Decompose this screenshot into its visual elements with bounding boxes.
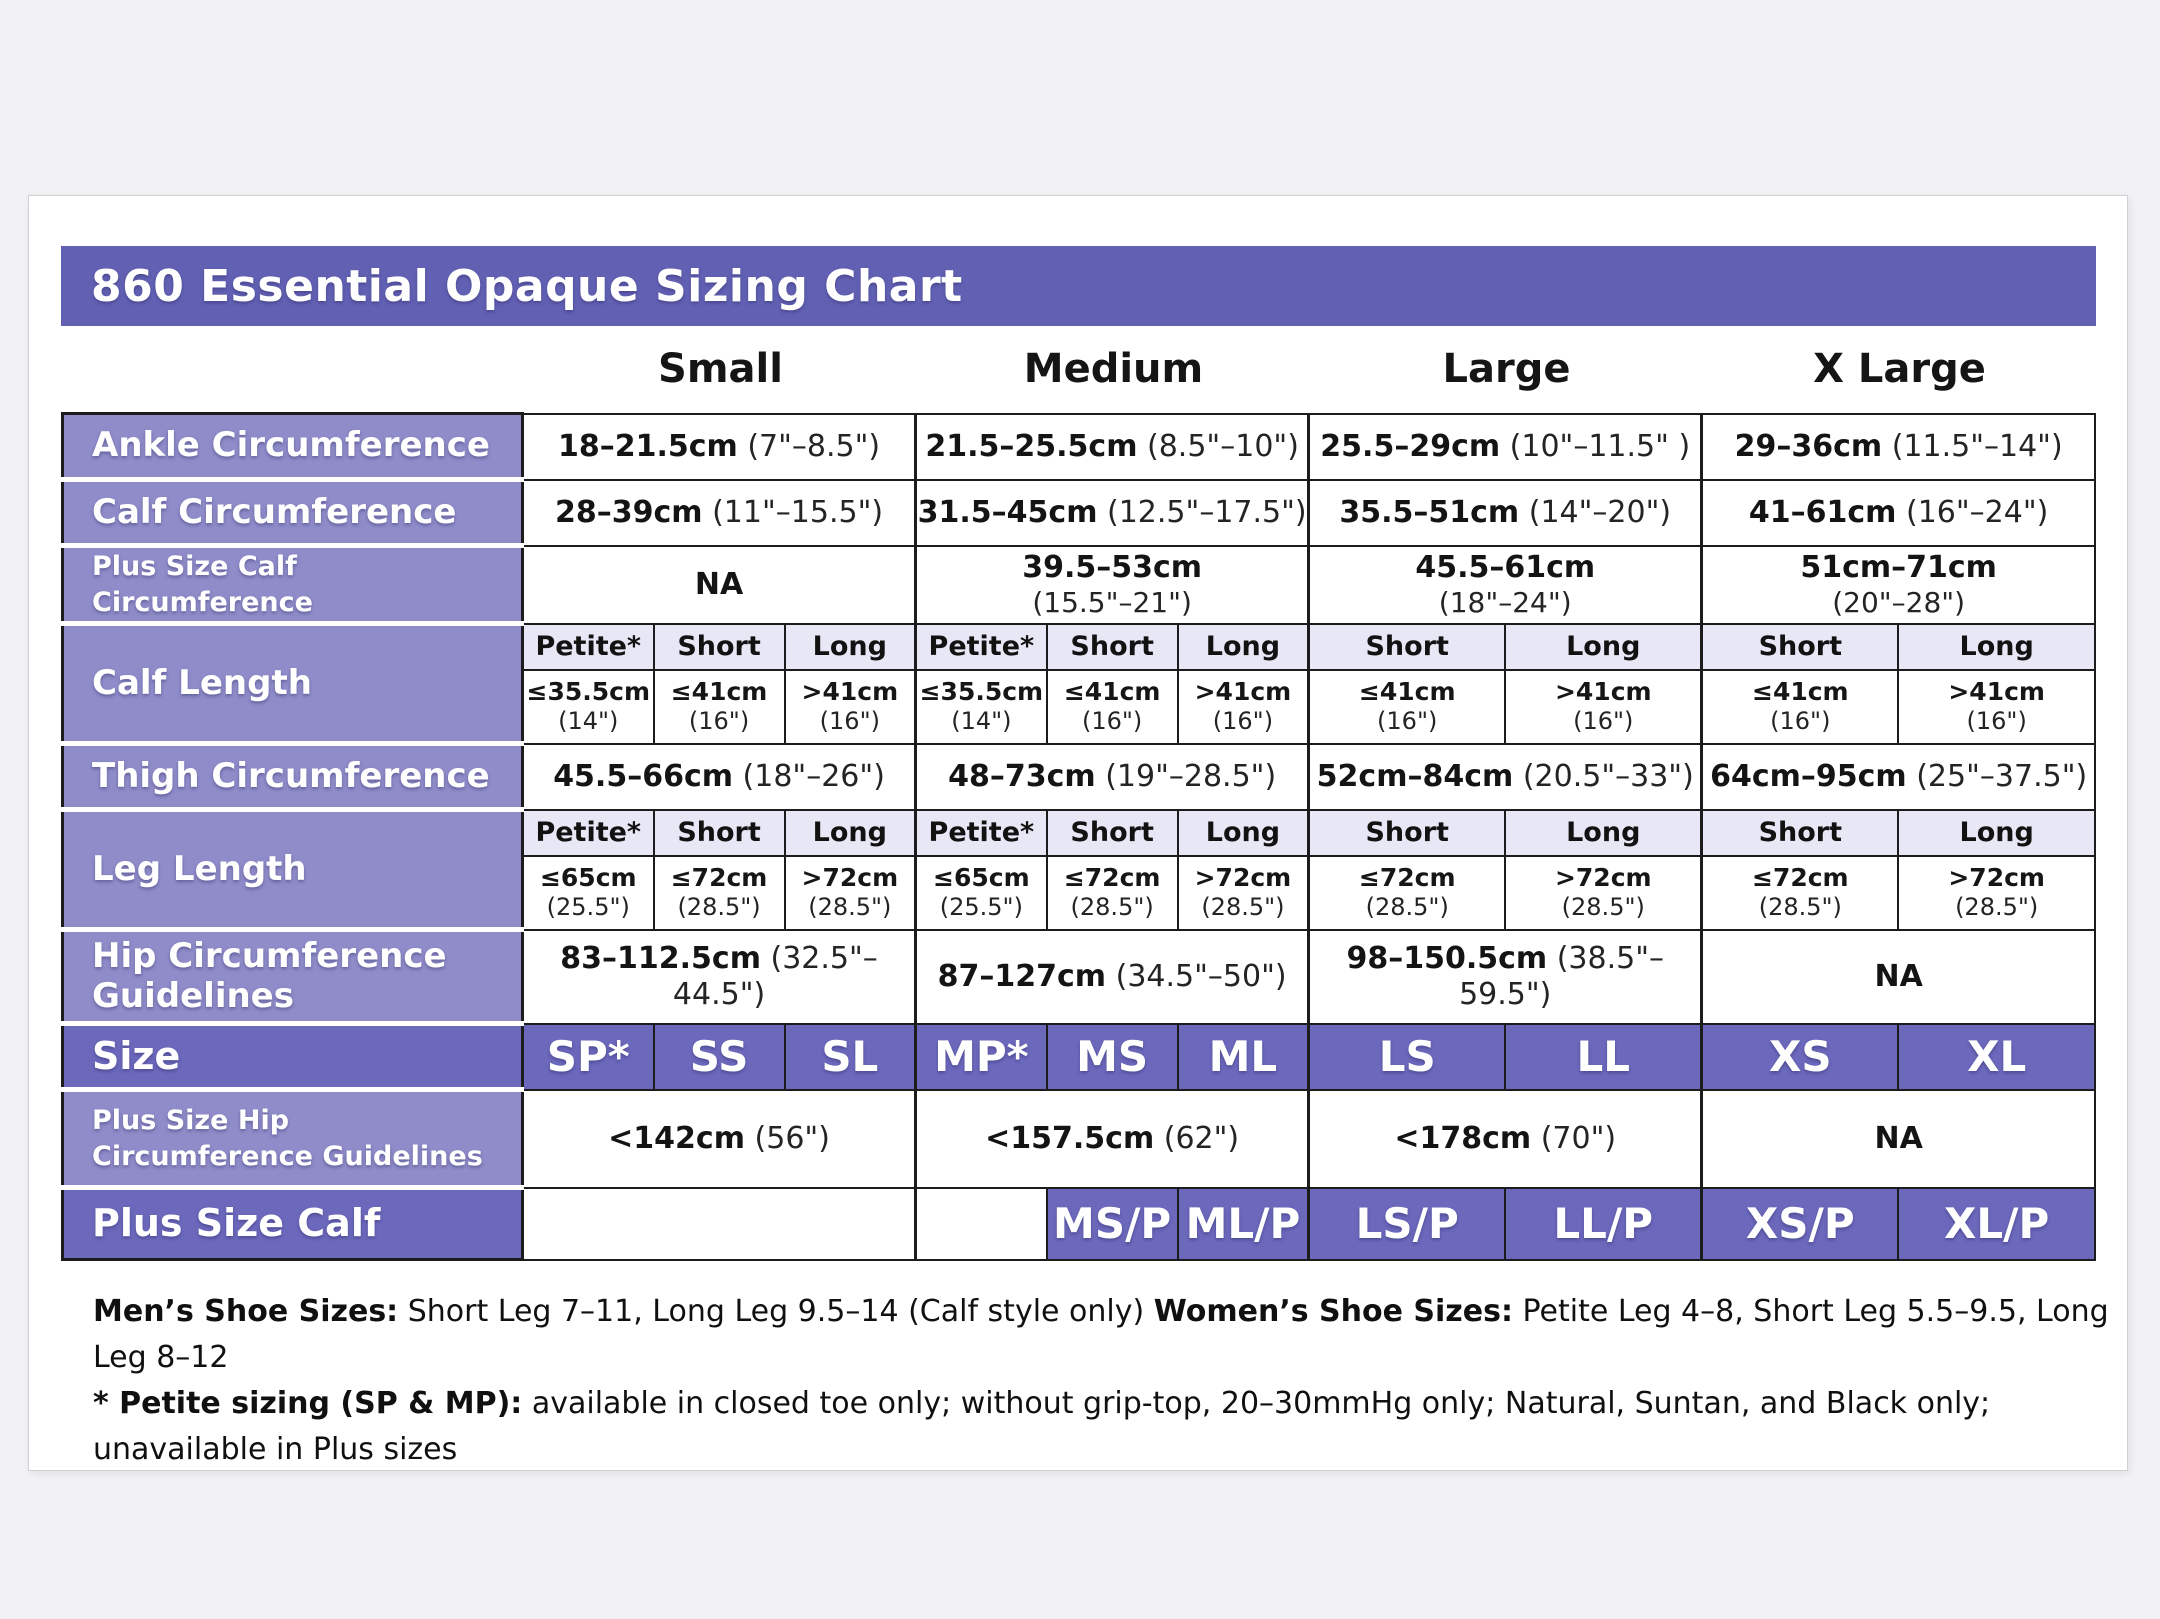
subvalue-cell: >41cm (16") [1178,670,1309,744]
size-cell: SP* [523,1024,654,1090]
size-cell: MS [1047,1024,1178,1090]
subvalue-cell: >72cm (28.5") [1898,856,2095,930]
value-cell: 35.5–51cm (14"–20") [1309,480,1702,546]
row-label: Plus Size Calf [63,1188,523,1260]
footnote-shoe-sizes: Men’s Shoe Sizes: Short Leg 7–11, Long Leg 9.5–14 (Calf style only) Women’s Shoe Sizes: Petite Leg 4–8, Short Leg 5.5–9.5, Long Leg 8–12 [93,1294,2109,1375]
value-cell: 64cm–95cm (25"–37.5") [1702,744,2095,810]
size-cell: MS/P [1047,1188,1178,1260]
empty-cell [916,1188,1047,1260]
row-label: Leg Length [63,810,523,930]
subvalue-cell: >41cm (16") [785,670,916,744]
subvalue-cell: >41cm (16") [1898,670,2095,744]
row-plus-size-calf [63,1188,2096,1260]
mens-shoe-sizes-label: Men’s Shoe Sizes: [93,1294,399,1329]
value-cell: 48–73cm (19"–28.5") [916,744,1309,810]
subvalue-cell: ≤72cm (28.5") [1309,856,1506,930]
value-cell: 29–36cm (11.5"–14") [1702,414,2095,480]
subvalue-cell: ≤41cm (16") [1047,670,1178,744]
subvalue-cell: >72cm (28.5") [785,856,916,930]
subcolumn-header: Long [1898,810,2095,856]
subcolumn-header: Short [1309,624,1506,670]
value-cell: 18–21.5cm (7"–8.5") [523,414,916,480]
row-label: Plus Size Hip Circumference Guidelines [63,1090,523,1188]
subvalue-cell: ≤72cm (28.5") [1047,856,1178,930]
value-cell: 45.5–61cm (18"–24") [1309,546,1702,624]
empty-cell [523,1188,916,1260]
row-hip-circumference-guidelines [63,930,2096,1024]
subcolumn-header: Petite* [916,624,1047,670]
subvalue-cell: ≤41cm (16") [654,670,785,744]
row-size [63,1024,2096,1090]
subcolumn-header: Short [1047,624,1178,670]
size-cell: XS/P [1702,1188,1899,1260]
size-cell: SS [654,1024,785,1090]
card-inner [29,196,2127,1473]
value-cell: 83–112.5cm (32.5"–44.5") [523,930,916,1024]
value-cell: NA [523,546,916,624]
row-label: Size [63,1024,523,1090]
subcolumn-header: Long [1505,810,1702,856]
subvalue-cell: >41cm (16") [1505,670,1702,744]
row-label: Ankle Circumference [63,414,523,480]
value-cell: 28–39cm (11"–15.5") [523,480,916,546]
subvalue-cell: ≤65cm (25.5") [916,856,1047,930]
subcolumn-header: Short [1702,624,1899,670]
row-label: Plus Size Calf Circumference [63,546,523,624]
subcolumn-header: Petite* [523,810,654,856]
row-label: Thigh Circumference [63,744,523,810]
size-cell: XL [1898,1024,2095,1090]
sizing-table [61,412,2096,1261]
value-cell: <157.5cm (62") [916,1090,1309,1188]
subcolumn-header: Short [1702,810,1899,856]
size-cell: LS/P [1309,1188,1506,1260]
value-cell: <142cm (56") [523,1090,916,1188]
subvalue-cell: ≤35.5cm (14") [523,670,654,744]
subcolumn-header: Short [654,624,785,670]
row-label: Calf Circumference [63,480,523,546]
size-cell: ML [1178,1024,1309,1090]
row-label: Calf Length [63,624,523,744]
row-plus-size-calf-circumference [63,546,2096,624]
value-cell: 98–150.5cm (38.5"–59.5") [1309,930,1702,1024]
size-cell: LL/P [1505,1188,1702,1260]
row-leg-length-subheaders [63,810,2096,856]
value-cell: 25.5–29cm (10"–11.5" ) [1309,414,1702,480]
column-header-small: Small [658,346,783,392]
value-cell: <178cm (70") [1309,1090,1702,1188]
column-header-medium: Medium [1023,346,1204,392]
size-cell: XS [1702,1024,1899,1090]
subcolumn-header: Petite* [916,810,1047,856]
chart-title: 860 Essential Opaque Sizing Chart [91,260,963,312]
column-header-large: Large [1442,346,1571,392]
womens-shoe-sizes-label: Women’s Shoe Sizes: [1153,1294,1513,1329]
row-thigh-circumference [63,744,2096,810]
footnote-petite-sizing: * Petite sizing (SP & MP): available in closed toe only; without grip-top, 20–30mmHg only; Natural, Suntan, and Black only; unavailable in Plus sizes [93,1386,1991,1467]
size-cell: ML/P [1178,1188,1309,1260]
row-ankle-circumference [63,414,2096,480]
subvalue-cell: >72cm (28.5") [1505,856,1702,930]
subcolumn-header: Long [1505,624,1702,670]
subvalue-cell: ≤72cm (28.5") [654,856,785,930]
size-cell: MP* [916,1024,1047,1090]
value-cell: 21.5–25.5cm (8.5"–10") [916,414,1309,480]
subvalue-cell: ≤72cm (28.5") [1702,856,1899,930]
value-cell: 52cm–84cm (20.5"–33") [1309,744,1702,810]
subcolumn-header: Short [1309,810,1506,856]
row-plus-size-hip-guidelines [63,1090,2096,1188]
value-cell: 45.5–66cm (18"–26") [523,744,916,810]
value-cell: NA [1702,930,2095,1024]
petite-sizing-label: * Petite sizing (SP & MP): [93,1386,523,1421]
size-cell: LS [1309,1024,1506,1090]
subcolumn-header: Short [654,810,785,856]
row-label: Hip Circumference Guidelines [63,930,523,1024]
row-calf-length-subheaders [63,624,2096,670]
subcolumn-header: Long [1178,624,1309,670]
value-cell: 39.5–53cm (15.5"–21") [916,546,1309,624]
size-column-headers [61,326,2096,412]
value-cell: 31.5–45cm (12.5"–17.5") [916,480,1309,546]
size-cell: SL [785,1024,916,1090]
value-cell: NA [1702,1090,2095,1188]
row-calf-circumference [63,480,2096,546]
value-cell: 41–61cm (16"–24") [1702,480,2095,546]
size-cell: LL [1505,1024,1702,1090]
subcolumn-header: Short [1047,810,1178,856]
subvalue-cell: >72cm (28.5") [1178,856,1309,930]
chart-title-bar [61,246,2096,326]
sizing-chart-card [28,195,2128,1471]
subcolumn-header: Long [785,810,916,856]
value-cell: 87–127cm (34.5"–50") [916,930,1309,1024]
subvalue-cell: ≤41cm (16") [1309,670,1506,744]
subcolumn-header: Long [1898,624,2095,670]
column-header-xlarge: X Large [1813,346,1986,392]
footnotes [93,1289,2128,1473]
subcolumn-header: Long [785,624,916,670]
subvalue-cell: ≤41cm (16") [1702,670,1899,744]
value-cell: 51cm–71cm (20"–28") [1702,546,2095,624]
subvalue-cell: ≤65cm (25.5") [523,856,654,930]
subcolumn-header: Long [1178,810,1309,856]
subvalue-cell: ≤35.5cm (14") [916,670,1047,744]
subcolumn-header: Petite* [523,624,654,670]
size-cell: XL/P [1898,1188,2095,1260]
